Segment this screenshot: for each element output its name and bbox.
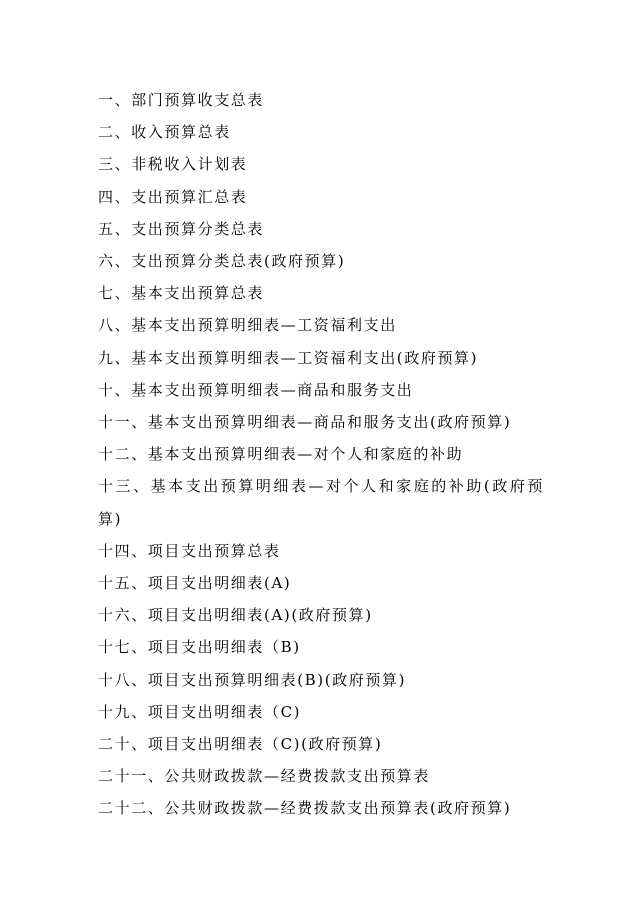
toc-item: 九、基本支出预算明细表—工资福利支出(政府预算) xyxy=(98,348,479,367)
toc-item: 十四、项目支出预算总表 xyxy=(98,541,281,560)
toc-item: 二、收入预算总表 xyxy=(98,123,231,142)
toc-item: 十九、项目支出明细表（C) xyxy=(98,702,302,721)
toc-item: 七、基本支出预算总表 xyxy=(98,284,265,303)
toc-item: 十八、项目支出预算明细表(B)(政府预算) xyxy=(98,670,407,689)
toc-item: 二十、项目支出明细表（C)(政府预算) xyxy=(98,735,383,754)
toc-item: 四、支出预算汇总表 xyxy=(98,187,248,206)
toc-item: 十三、基本支出预算明细表—对个人和家庭的补助(政府预算) xyxy=(98,477,544,528)
toc-item: 十一、基本支出预算明细表—商品和服务支出(政府预算) xyxy=(98,413,512,432)
toc-item: 十、基本支出预算明细表—商品和服务支出 xyxy=(98,380,414,399)
toc-item: 三、非税收入计划表 xyxy=(98,155,248,174)
toc-item: 十六、项目支出明细表(A)(政府预算) xyxy=(98,606,373,625)
toc-item: 一、部门预算收支总表 xyxy=(98,91,265,109)
toc-item: 八、基本支出预算明细表—工资福利支出 xyxy=(98,316,397,335)
toc-item: 十七、项目支出明细表（B) xyxy=(98,638,301,657)
table-of-contents xyxy=(98,84,544,825)
toc-item: 二十一、公共财政拨款—经费拨款支出预算表 xyxy=(98,767,431,786)
toc-item: 十二、基本支出预算明细表—对个人和家庭的补助 xyxy=(98,445,464,464)
toc-item: 二十二、公共财政拨款—经费拨款支出预算表(政府预算) xyxy=(98,799,512,818)
toc-item: 六、支出预算分类总表(政府预算) xyxy=(98,252,346,271)
toc-item: 五、支出预算分类总表 xyxy=(98,219,265,238)
toc-item: 十五、项目支出明细表(A) xyxy=(98,574,292,593)
